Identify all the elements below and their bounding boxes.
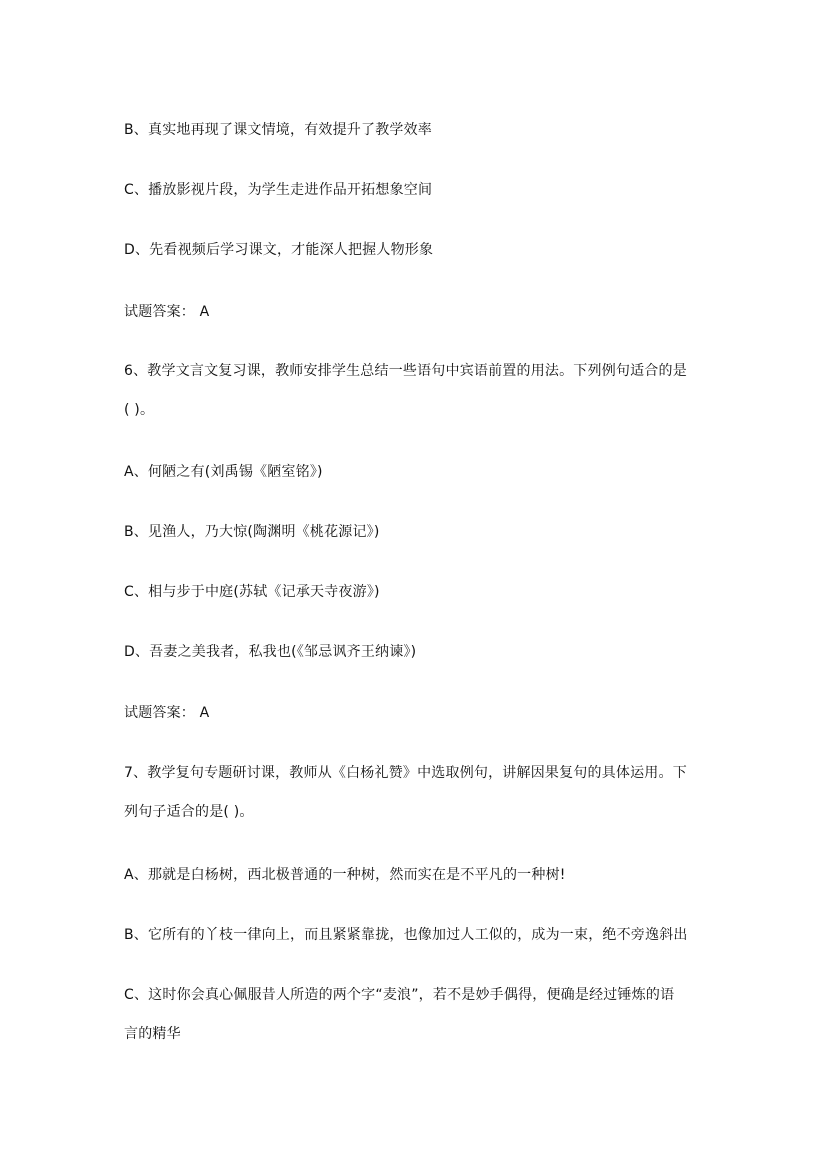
q7-question-line2: 列句子适合的是( )。	[124, 804, 254, 820]
q6-option-a: A、何陋之有(刘禹锡《陋室铭》)	[124, 464, 323, 480]
q6-question-line2: ( )。	[124, 402, 155, 418]
q6-option-d: D、吾妻之美我者，私我也(《邹忌讽齐王纳谏》)	[124, 644, 417, 660]
q6-question-line1: 6、教学文言文复习课，教师安排学生总结一些语句中宾语前置的用法。下列例句适合的是	[124, 363, 687, 379]
q6-option-c: C、相与步于中庭(苏轼《记承天寺夜游》)	[124, 584, 380, 600]
q7-option-c-line2: 言的精华	[124, 1026, 181, 1042]
q7-option-c-line1: C、这时你会真心佩服昔人所造的两个字“麦浪”，若不是妙手偶得，便确是经过锤炼的语	[124, 987, 675, 1003]
q5-option-c: C、播放影视片段，为学生走进作品开拓想象空间	[124, 182, 433, 198]
q6-option-b: B、见渔人，乃大惊(陶渊明《桃花源记》)	[124, 524, 380, 540]
q7-question-line1: 7、教学复句专题研讨课，教师从《白杨礼赞》中选取例句，讲解因果复句的具体运用。下	[124, 765, 687, 781]
q5-answer: 试题答案： A	[124, 304, 210, 320]
q7-option-a: A、那就是白杨树，西北极普通的一种树，然而实在是不平凡的一种树!	[124, 867, 566, 883]
q7-option-b: B、它所有的丫枝一律向上，而且紧紧靠拢，也像加过人工似的，成为一束，绝不旁逸斜出	[124, 927, 688, 943]
q6-answer: 试题答案： A	[124, 705, 210, 721]
q5-option-d: D、先看视频后学习课文，才能深人把握人物形象	[124, 242, 434, 258]
q5-option-b: B、真实地再现了课文情境，有效提升了教学效率	[124, 122, 433, 138]
